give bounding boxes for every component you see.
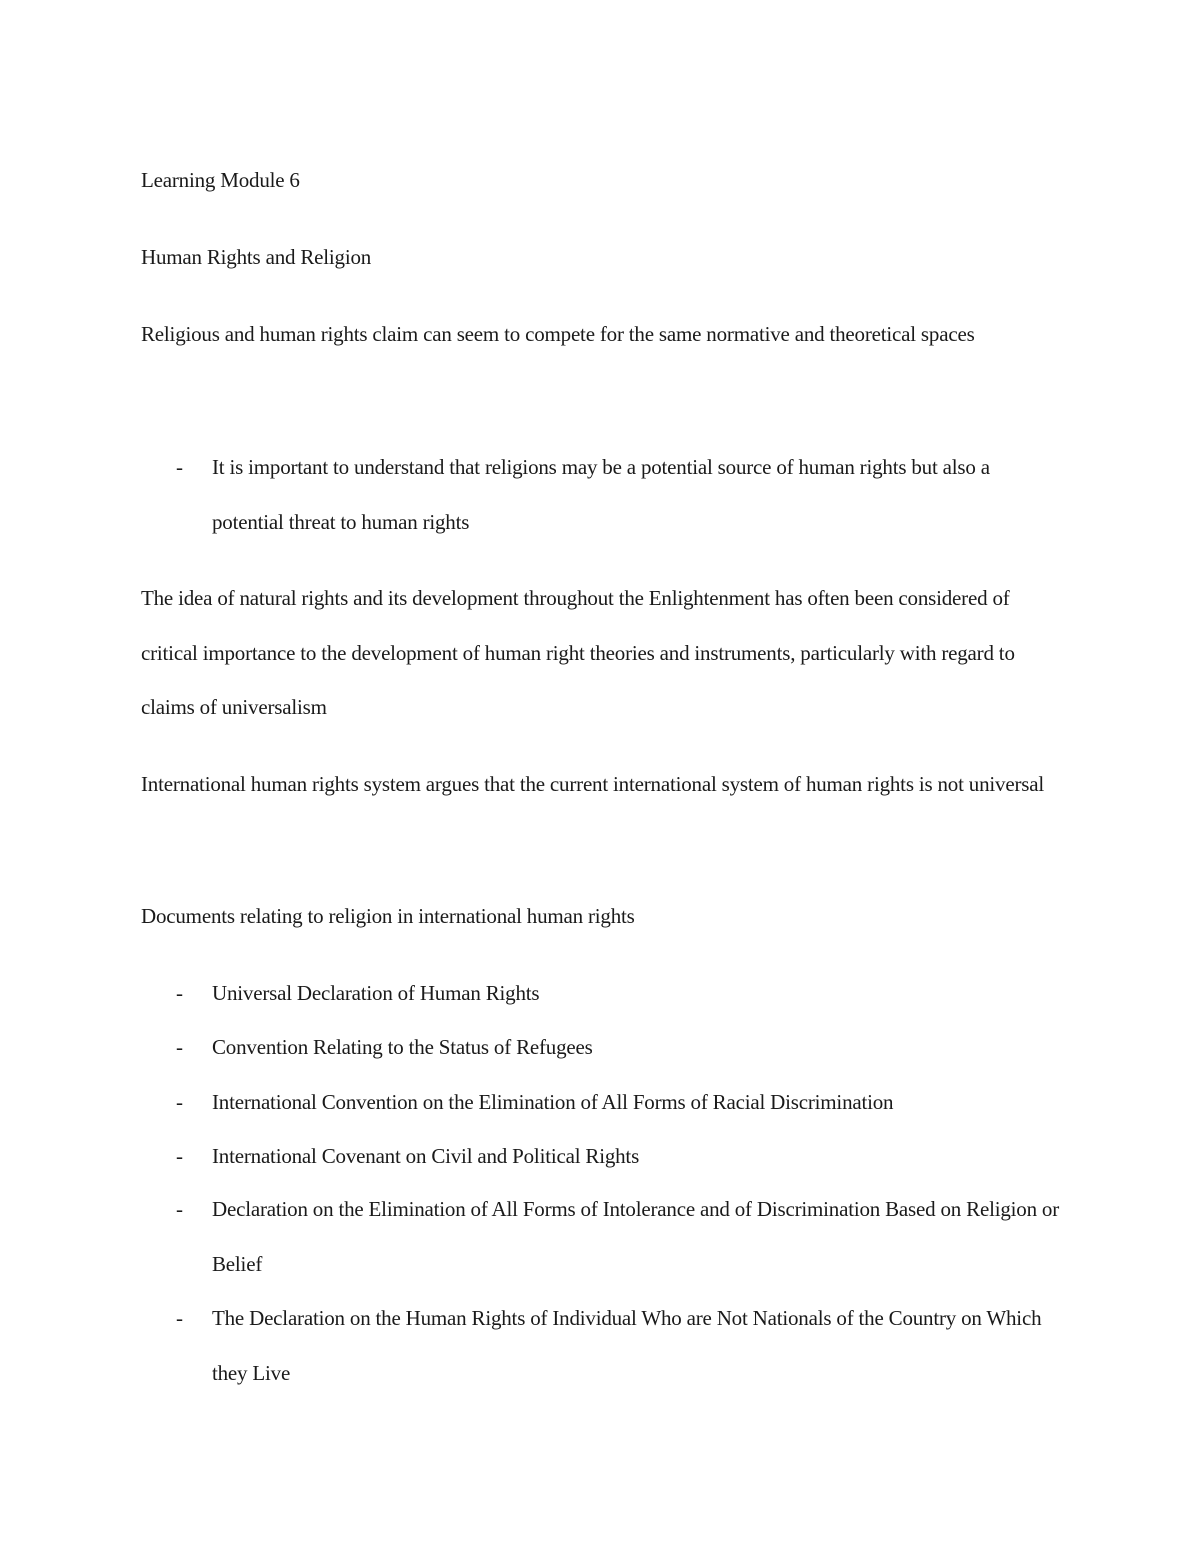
bullet-marker: - <box>176 1197 183 1221</box>
list-item <box>141 440 1061 549</box>
list-item <box>141 1182 1061 1291</box>
list-item <box>141 1075 1061 1130</box>
list-item <box>141 1020 1061 1075</box>
document-item-text: The Declaration on the Human Rights of Individual Who are Not Nationals of the Country on Which they Live <box>212 1306 1042 1385</box>
international-paragraph: International human rights system argues that the current international system of human rights is not universal <box>141 772 1044 796</box>
bullet-marker: - <box>176 1090 183 1114</box>
module-title: Learning Module 6 <box>141 168 300 192</box>
bullet-marker: - <box>176 455 183 479</box>
document-item-text: Convention Relating to the Status of Refugees <box>212 1035 593 1059</box>
natural-rights-paragraph: The idea of natural rights and its development throughout the Enlightenment has often been considered of critical importance to the development of human right theories and instruments, particularly with regard to claims of universalism <box>141 586 1015 719</box>
document-item-text: International Covenant on Civil and Political Rights <box>212 1144 640 1168</box>
bullet-marker: - <box>176 1144 183 1168</box>
list-item <box>141 966 1061 1021</box>
intro-bullet-text: It is important to understand that religions may be a potential source of human rights but also a potential threat to human rights <box>212 455 990 534</box>
bullet-marker: - <box>176 1306 183 1330</box>
bullet-marker: - <box>176 981 183 1005</box>
bullet-marker: - <box>176 1035 183 1059</box>
intro-paragraph: Religious and human rights claim can seem to compete for the same normative and theoretical spaces <box>141 322 975 346</box>
documents-heading: Documents relating to religion in international human rights <box>141 904 635 928</box>
topic-title: Human Rights and Religion <box>141 245 372 269</box>
document-item-text: Declaration on the Elimination of All Forms of Intolerance and of Discrimination Based on Religion or Belief <box>212 1197 1060 1276</box>
document-item-text: Universal Declaration of Human Rights <box>212 981 540 1005</box>
list-item <box>141 1291 1061 1400</box>
document-item-text: International Convention on the Elimination of All Forms of Racial Discrimination <box>212 1090 894 1114</box>
list-item <box>141 1129 1061 1184</box>
